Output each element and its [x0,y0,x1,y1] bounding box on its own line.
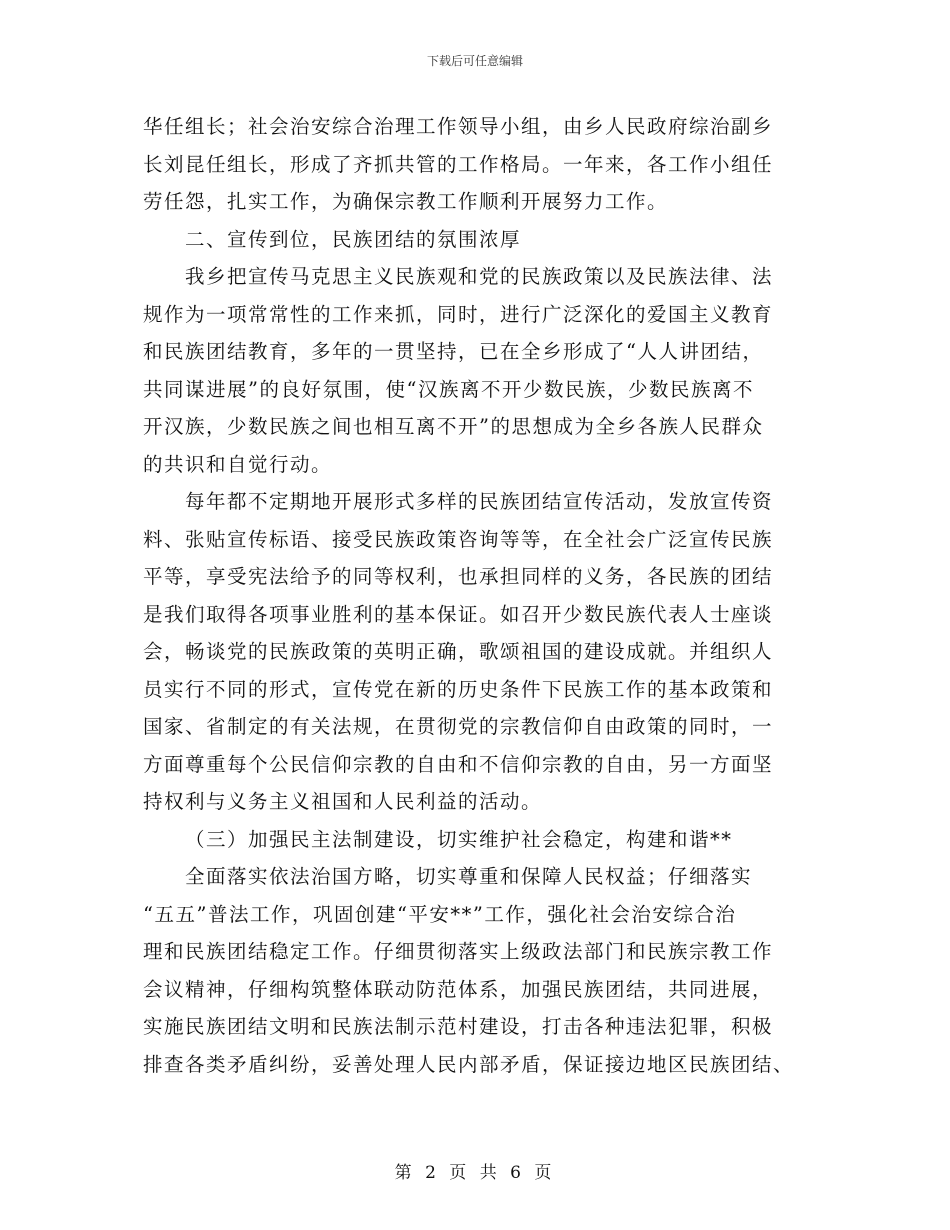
text-line: 和民族团结教育，多年的一贯坚持，已在全乡形成了“人人讲团结， [143,340,764,363]
text-line: 每年都不定期地开展形式多样的民族团结宣传活动，发放宣传资 [185,490,774,513]
text-line: 会，畅谈党的民族政策的英明正确，歌颂祖国的建设成就。并组织人 [143,640,774,663]
text-line: 国家、省制定的有关法规，在贯彻党的宗教信仰自由政策的同时，一 [143,715,774,738]
text-line: 规作为一项常常性的工作来抓，同时，进行广泛深化的爱国主义教育 [143,302,774,326]
text-line: 二、宣传到位，民族团结的氛围浓厚 [185,227,522,251]
text-line: 理和民族团结稳定工作。仔细贯彻落实上级政法部门和民族宗教工作 [143,940,774,963]
text-line: 员实行不同的形式，宣传党在新的历史条件下民族工作的基本政策和 [143,677,774,701]
text-line: 全面落实依法治国方略，切实尊重和保障人民权益；仔细落实 [185,865,753,888]
text-line: 开汉族，少数民族之间也相互离不开”的思想成为全乡各族人民群众 [143,415,764,438]
text-line: 方面尊重每个公民信仰宗教的自由和不信仰宗教的自由，另一方面坚 [143,752,774,776]
document-body [143,108,811,1083]
text-line: 共同谋进展”的良好氛围，使“汉族离不开少数民族，少数民族离不 [143,377,754,401]
text-line: 料、张贴宣传标语、接受民族政策咨询等等，在全社会广泛宣传民族 [143,527,774,551]
text-line: 的共识和自觉行动。 [143,452,333,476]
text-line: 长刘昆任组长，形成了齐抓共管的工作格局。一年来，各工作小组任 [143,152,774,176]
page-number: 第 2 页 共 6 页 [394,1163,556,1183]
text-line: 华任组长；社会治安综合治理工作领导小组，由乡人民政府综治副乡 [143,115,774,138]
text-line: 实施民族团结文明和民族法制示范村建设，打击各种违法犯罪，积极 [143,1015,774,1038]
text-line: 会议精神，仔细构筑整体联动防范体系，加强民族团结，共同进展， [143,977,774,1001]
text-line: 平等，享受宪法给予的同等权利，也承担同样的义务，各民族的团结 [143,565,774,588]
text-line: “五五”普法工作，巩固创建“平安**”工作，强化社会治安综合治 [143,902,737,926]
page-header: 下载后可任意编辑 [426,54,523,68]
text-line: 持权利与义务主义祖国和人民利益的活动。 [143,790,543,813]
text-line: 劳任怨，扎实工作，为确保宗教工作顺利开展努力工作。 [143,190,669,213]
text-line: 是我们取得各项事业胜利的基本保证。如召开少数民族代表人士座谈 [143,602,774,626]
text-line: 排查各类矛盾纠纷，妥善处理人民内部矛盾，保证接边地区民族团结、 [143,1052,795,1076]
text-line: （三）加强民主法制建设，切实维护社会稳定，构建和谐** [185,827,733,851]
text-line: 我乡把宣传马克思主义民族观和党的民族政策以及民族法律、法 [185,265,774,288]
